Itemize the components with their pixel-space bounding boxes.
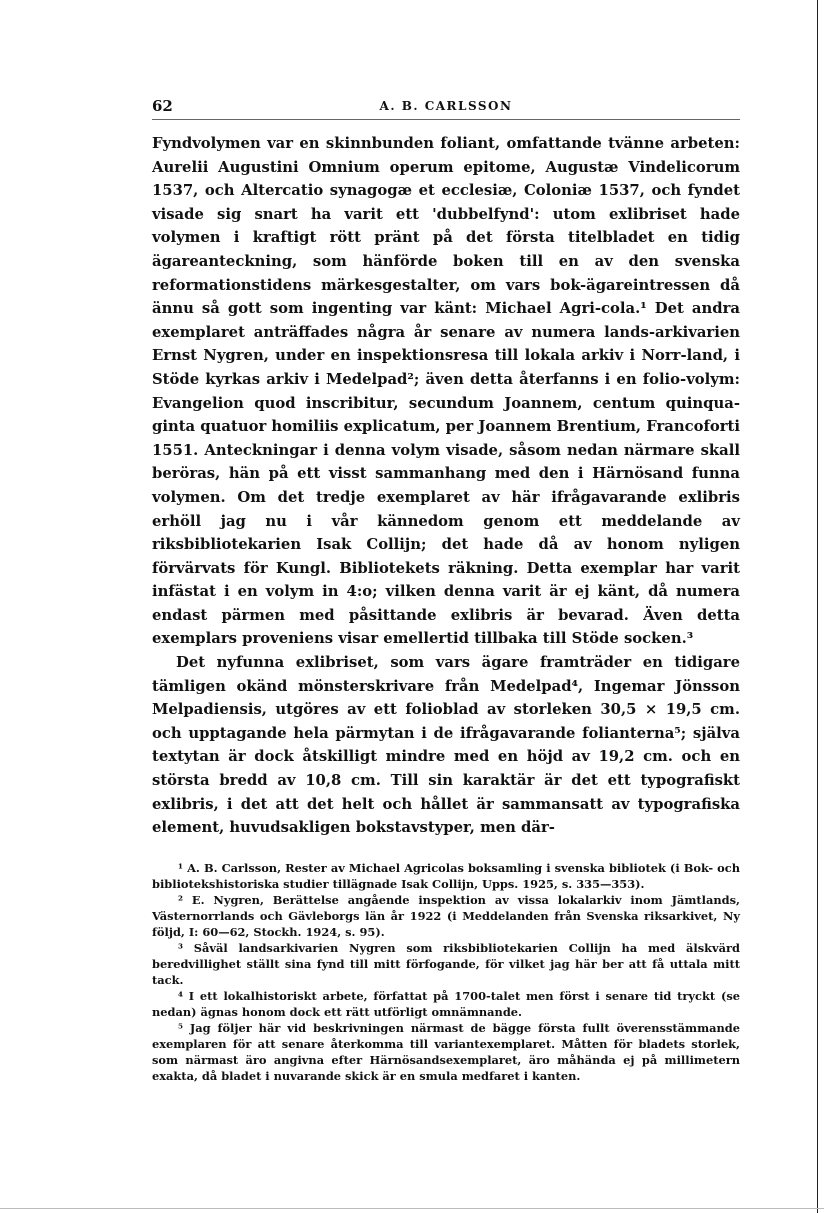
footnote-4: ⁴ I ett lokalhistoriskt arbete, författat på 1700-talet men först i senare tid tryckt (se nedan) ägnas honom dock ett rätt utförligt omnämnande. bbox=[152, 988, 740, 1019]
running-head bbox=[152, 97, 740, 120]
page-number: 62 bbox=[152, 97, 173, 115]
footnote-3: ³ Såväl landsarkivarien Nygren som riksbibliotekarien Collijn ha med älskvärd beredvillighet ställt sina fynd till mitt förfogande, för vilket jag här ber att få uttala mitt tack. bbox=[152, 940, 740, 987]
footnotes bbox=[152, 860, 740, 1084]
paragraph-2: Det nyfunna exlibriset, som vars ägare framträder en tidigare tämligen okänd mönsterskrivare från Medelpad⁴, Ingemar Jönsson Melpadiensis, utgöres av ett folioblad av storleken 30,5 × 19,5 cm. och upptagande hela pärmytan i de ifrågavarande folianterna⁵; själva textytan är dock åtskilligt mindre med en höjd av 19,2 cm. och en största bredd av 10,8 cm. Till sin karaktär är det ett typografiskt exlibris, i det att det helt och hållet är sammansatt av typografiska element, huvudsakligen bokstavstyper, men där- bbox=[152, 654, 740, 837]
footnote-5: ⁵ Jag följer här vid beskrivningen närmast de bägge första fullt överensstämmande exemplaren för att senare återkomma till variantexemplaret. Måtten för bladets storlek, som närmast äro angivna efter Härnösandsexemplaret, äro måhända ej på millimetern exakta, då bladet i nuvarande skick är en smula medfaret i kanten. bbox=[152, 1020, 740, 1083]
body-text bbox=[152, 132, 740, 840]
page-top-edge bbox=[0, 0, 824, 4]
page-bottom-edge bbox=[0, 1208, 824, 1209]
paragraph-1: Fyndvolymen var en skinnbunden foliant, omfattande tvänne arbeten: Aurelii Augustini Omnium operum epitome, Augustæ Vindelicorum 1537, och Altercatio synagogæ et ecclesiæ, Coloniæ 1537, och fyndet visade sig snart ha varit ett 'dubbelfynd': utom exlibriset hade volymen i kraftigt rött pränt på det första titelbladet en tidig ägareanteckning, som hänförde boken till en av den svenska reformationstidens märkesgestalter, om vars bok-ägareintressen då ännu så gott som ingenting var känt: Michael Agri-cola.¹ Det andra exemplaret anträffades några år senare av numera lands-arkivarien Ernst Nygren, under en inspektionsresa till lokala arkiv i Norr-land, i Stöde kyrkas arkiv i Medelpad²; även detta återfanns i en folio-volym: Evangelion quod inscribitur, secundum Joannem, centum quinqua-ginta quatuor homiliis explicatum, per Joannem Brentium, Francoforti 1551. Anteckningar i denna volym visade, såsom nedan närmare skall beröras, hän på ett visst sammanhang med den i Härnösand funna volymen. Om det tredje exemplaret av här ifrågavarande exlibris erhöll jag nu i vår kännedom genom ett meddelande av riksbibliotekarien Isak Collijn; det hade då av honom nyligen förvärvats för Kungl. Bibliotekets räkning. Detta exemplar har varit infästat i en volym in 4:o; vilken denna varit är ej känt, då numera endast pärmen med påsittande exlibris är bevarad. Även detta exemplars proveniens visar emellertid tillbaka till Stöde socken.³ bbox=[152, 135, 740, 648]
running-head-author: A. B. CARLSSON bbox=[379, 99, 513, 113]
book-page bbox=[152, 97, 740, 1084]
footnote-2: ² E. Nygren, Berättelse angående inspektion av vissa lokalarkiv inom Jämtlands, Västernorrlands och Gävleborgs län år 1922 (i Meddelanden från Svenska riksarkivet, Ny följd, I: 60—62, Stockh. 1924, s. 95). bbox=[152, 892, 740, 939]
page-right-edge bbox=[817, 0, 818, 1213]
footnote-1: ¹ A. B. Carlsson, Rester av Michael Agricolas boksamling i svenska bibliotek (i Bok- och bibliotekshistoriska studier tillägnade Isak Collijn, Upps. 1925, s. 335—353). bbox=[152, 860, 740, 891]
